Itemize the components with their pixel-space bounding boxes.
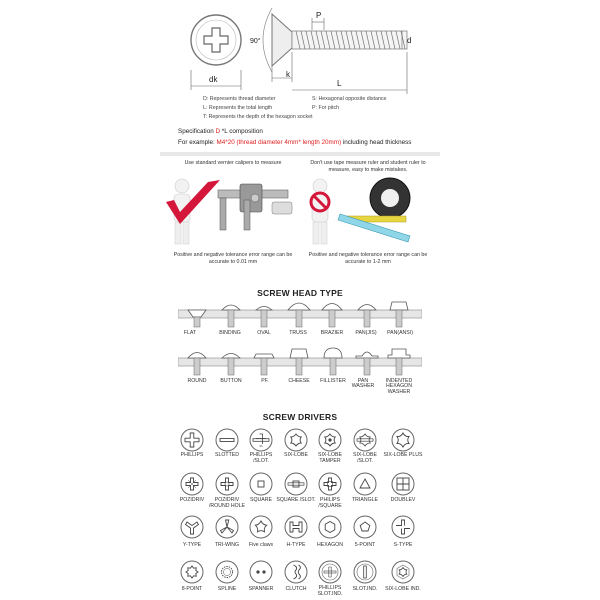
diameter-label: d <box>407 36 412 45</box>
head-indented-hex-washer-label: INDENTED HEXAGON WASHER <box>385 378 413 395</box>
screw-head-row-2-diagram <box>178 346 422 376</box>
h-type-icon <box>285 516 307 538</box>
driver-label-s-type: S-TYPE <box>393 542 413 548</box>
head-fillister-label: FILLISTER <box>320 378 346 384</box>
driver-label-hexagon: HEXAGON <box>317 542 343 548</box>
hexagon-icon <box>319 516 341 538</box>
wrong-figure <box>311 179 329 244</box>
six-lobe-slot-icon <box>354 429 376 451</box>
screw-dimension-diagram <box>0 0 600 100</box>
driver-label-slot-ind: SLOT.IND. <box>352 586 378 592</box>
driver-label-spanner: SPANNER <box>248 586 274 592</box>
y-type-icon <box>181 516 203 538</box>
phillips-slot-icon <box>250 429 272 451</box>
triangle-icon <box>354 473 376 495</box>
driver-label-philips-square: PHILIPS /SQUARE <box>318 497 342 509</box>
driver-label-square-slot: SQUARE /SLOT. <box>276 497 316 503</box>
six-lobe-tamper-icon <box>319 429 341 451</box>
driver-label-phillips-slot-ind: PHILLIPS SLOT.IND. <box>317 585 343 597</box>
driver-label-clutch: CLUTCH <box>285 586 307 592</box>
head-button-label: BUTTON <box>220 378 242 384</box>
driver-label-six-lobe-plus: SIX-LOBE PLUS <box>383 452 423 458</box>
screw-head-row-1-diagram <box>178 298 422 328</box>
caliper-icon <box>218 184 292 230</box>
driver-label-pozidriv: POZIDRIV <box>179 497 205 503</box>
tape-caption-bottom: Positive and negative tolerance error range can be accurate to 1-2 mm <box>308 252 428 265</box>
screw-drivers-grid <box>160 422 440 600</box>
slotted-icon <box>216 429 238 451</box>
driver-label-pozidriv-round-hole: POZIDRIV /ROUND HOLE <box>208 497 246 509</box>
driver-label-slotted: SLOTTED <box>215 452 239 458</box>
driver-label-eight-point: 8-POINT <box>181 586 203 592</box>
driver-label-h-type: H-TYPE <box>286 542 306 548</box>
section-divider <box>160 152 440 156</box>
head-binding-label: BINDING <box>219 330 241 336</box>
driver-label-five-claws: Five claws <box>248 542 274 548</box>
head-flat-label: FLAT <box>183 330 197 336</box>
six-lobe-ind-icon <box>392 561 414 583</box>
driver-label-spline: SPLINE <box>217 586 237 592</box>
caliper-caption-bottom: Positive and negative tolerance error range can be accurate to 0.01 mm <box>173 252 293 265</box>
head-brazier-label: BRAZIER <box>320 330 344 336</box>
spline-icon <box>216 561 238 583</box>
measurement-illustration <box>160 172 440 250</box>
pozidriv-icon <box>181 473 203 495</box>
eight-point-icon <box>181 561 203 583</box>
doublev-icon <box>392 473 414 495</box>
six-lobe-icon <box>285 429 307 451</box>
correct-figure <box>166 179 220 244</box>
legend-l: L: Represents the total length <box>203 105 273 111</box>
length-label: L <box>337 79 342 88</box>
phillips-square-icon <box>319 473 341 495</box>
driver-label-six-lobe-tamper: SIX-LOBE TAMPER <box>318 452 342 464</box>
square-icon <box>250 473 272 495</box>
pitch-label: P <box>316 11 322 20</box>
legend-t: T: Represents the depth of the hexagon socket <box>203 114 313 120</box>
driver-label-square: SQUARE <box>250 497 272 503</box>
phillips-slot-ind-icon <box>319 561 341 583</box>
driver-label-six-lobe-ind: SIX-LOBE IND. <box>385 586 421 592</box>
legend-p: P: For pitch <box>312 105 340 111</box>
tape-measure-icon <box>346 178 410 222</box>
square-slot-icon <box>285 473 307 495</box>
slot-ind-icon <box>354 561 376 583</box>
spec-line-1: Specification D *L composition <box>178 128 263 135</box>
head-diameter-label: dk <box>209 75 218 84</box>
head-round-label: ROUND <box>187 378 207 384</box>
driver-label-six-lobe: SIX-LOBE <box>284 452 308 458</box>
spanner-icon <box>250 561 272 583</box>
angle-label: 90° <box>250 38 261 45</box>
six-lobe-plus-icon <box>392 429 414 451</box>
clutch-icon <box>285 561 307 583</box>
legend-d: D: Represents thread diameter <box>203 96 276 102</box>
head-pf-label: PF. <box>261 378 269 384</box>
head-pan-ansi-label: PAN(ANSI) <box>387 330 413 336</box>
driver-label-doublev: DOUBLEV <box>390 497 416 503</box>
head-pan-washer-label: PAN WASHER <box>351 378 375 390</box>
screw-head-top-view <box>191 15 241 65</box>
driver-label-triangle: TRIANGLE <box>352 497 378 503</box>
driver-label-five-point: 5-POINT <box>354 542 376 548</box>
driver-label-tri-wing: TRI-WING <box>214 542 240 548</box>
head-pan-jis-label: PAN(JIS) <box>355 330 377 336</box>
tri-wing-icon <box>216 516 238 538</box>
legend-s: S: Hexagonal opposite distance <box>312 96 387 102</box>
five-point-icon <box>354 516 376 538</box>
spec-line-2: For example: M4*20 (thread diameter 4mm* length 20mm) including head thickness <box>178 139 412 146</box>
driver-label-y-type: Y-TYPE <box>182 542 202 548</box>
phillips-icon <box>181 429 203 451</box>
driver-label-phillips-slot: PHILLIPS /SLOT. <box>249 452 273 464</box>
head-oval-label: OVAL <box>257 330 271 336</box>
driver-label-six-lobe-slot: SIX-LOBE /SLOT. <box>353 452 377 464</box>
five-claws-icon <box>250 516 272 538</box>
s-type-icon <box>392 516 414 538</box>
head-truss-label: TRUSS <box>289 330 307 336</box>
screw-head-title: SCREW HEAD TYPE <box>257 288 343 298</box>
tape-caption-top: Don't use tape measure ruler and student ruler to measure, easy to make mistakes. <box>310 160 426 173</box>
caliper-caption-top: Use standard vernier calipers to measure <box>184 160 282 166</box>
pozidriv-round-hole-icon <box>216 473 238 495</box>
head-thickness-label: k <box>286 70 290 79</box>
driver-label-phillips: PHILLIPS <box>180 452 204 458</box>
screw-drivers-title: SCREW DRIVERS <box>262 412 338 422</box>
head-cheese-label: CHEESE <box>288 378 310 384</box>
